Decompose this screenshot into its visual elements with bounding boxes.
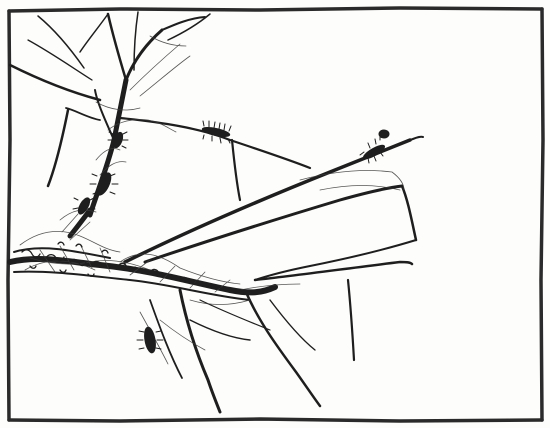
caterpillar-stem-middle: [90, 171, 118, 197]
